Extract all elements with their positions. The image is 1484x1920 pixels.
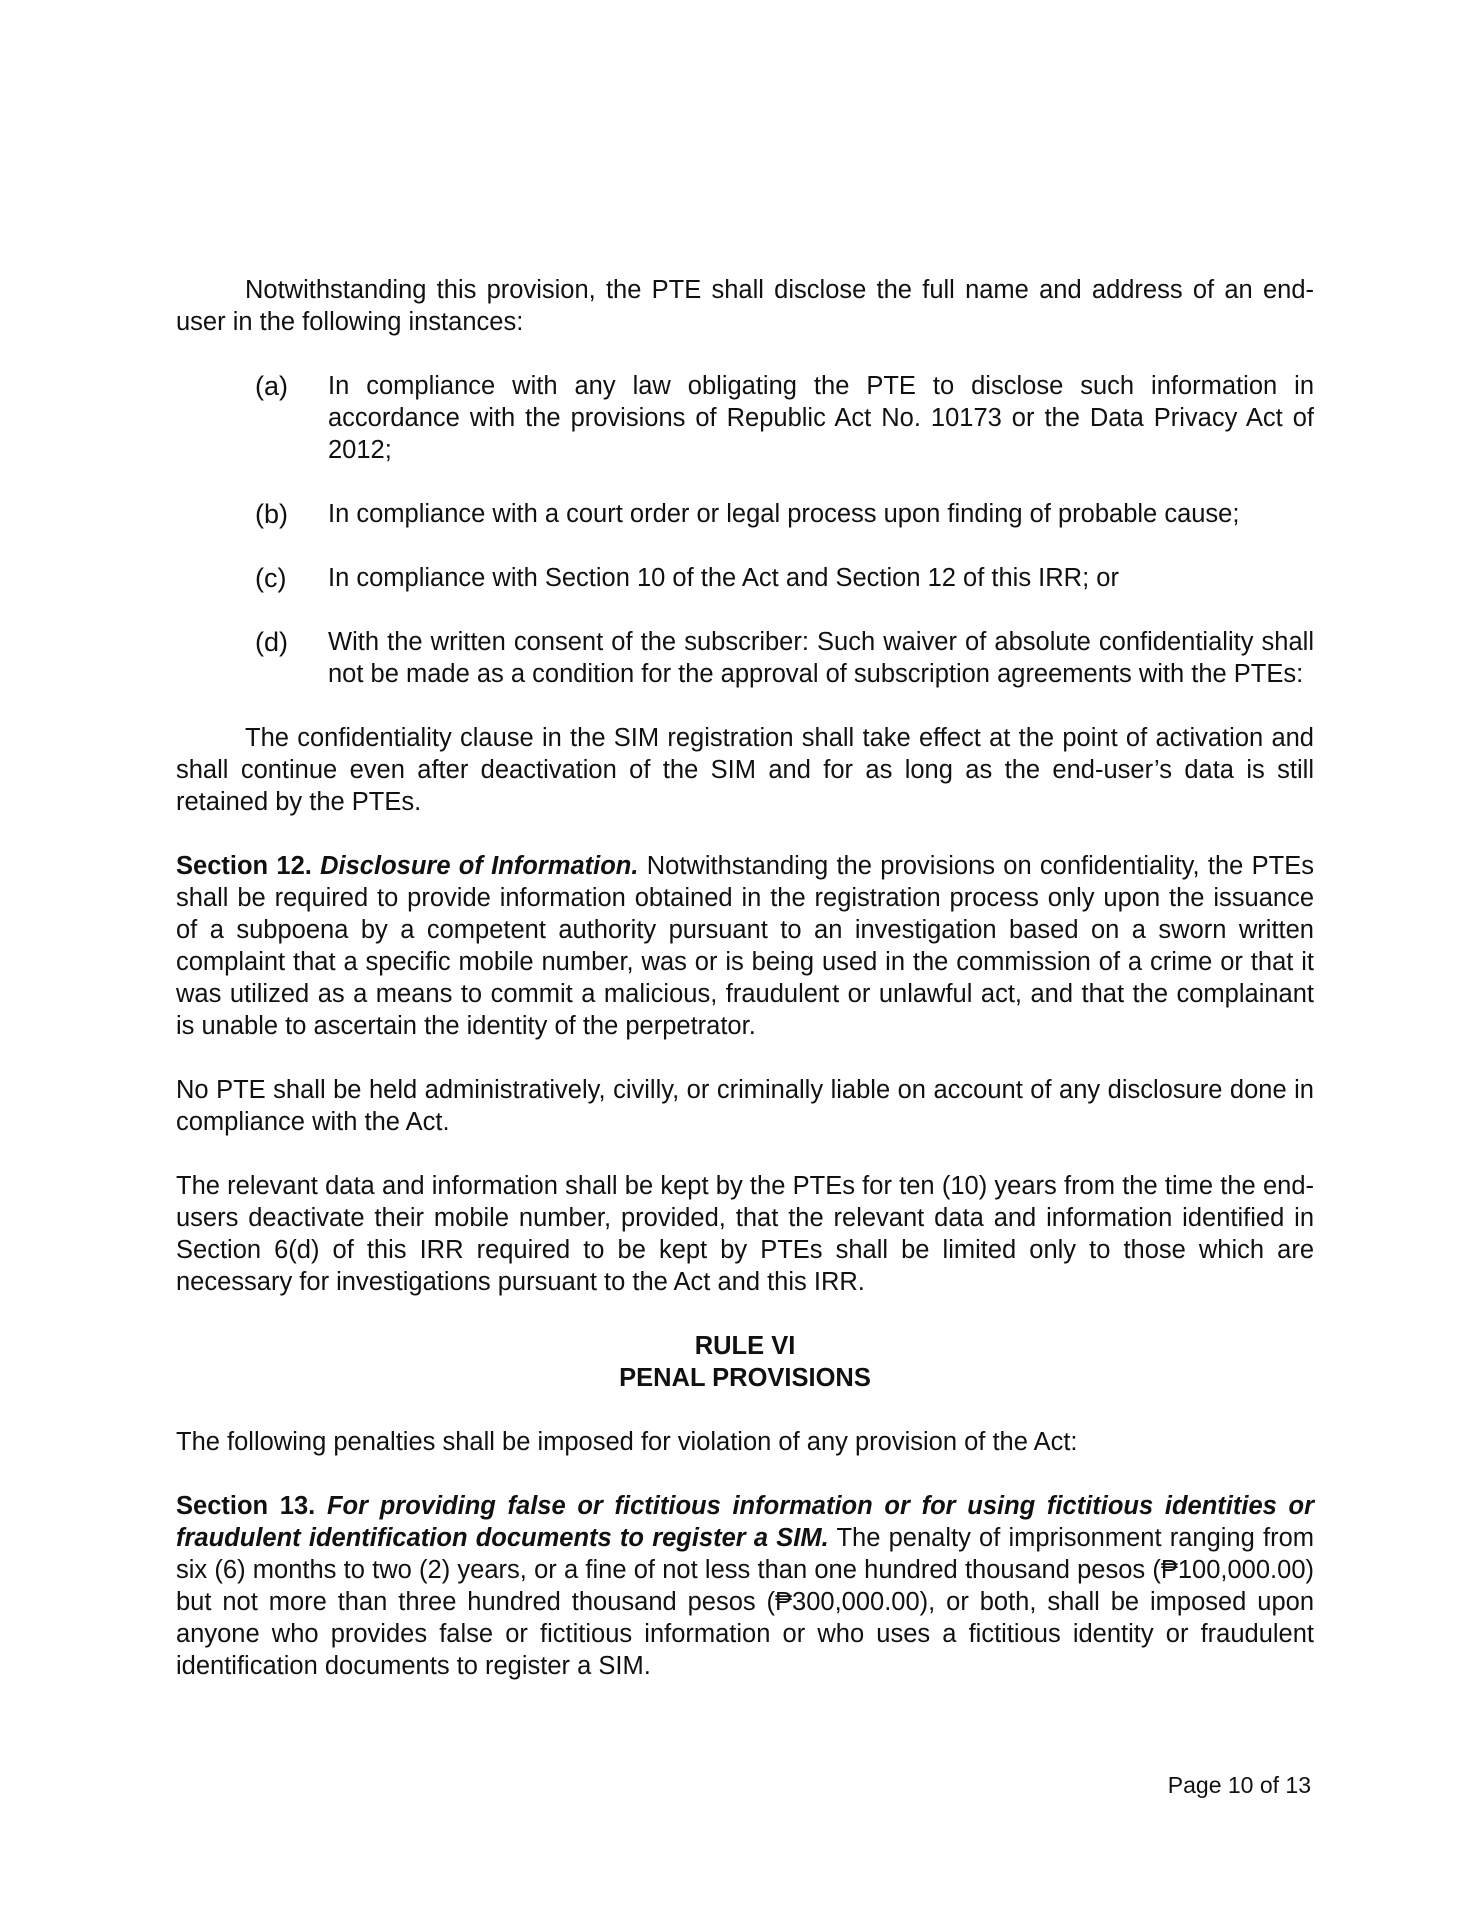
section-12-paragraph (176, 850, 1314, 1042)
section-12-title: Disclosure of Information. (320, 852, 639, 880)
list-item (255, 370, 1314, 466)
page-content (176, 274, 1314, 1682)
list-item (255, 498, 1314, 530)
list-marker: (b) (255, 499, 288, 529)
list-item-text: In compliance with Section 10 of the Act and Section 12 of this IRR; or (328, 564, 1119, 592)
retention-paragraph: The relevant data and information shall be kept by the PTEs for ten (10) years from the time the end-users deactivate their mobile number, provided, that the relevant data and information identified in Section 6(d) of this IRR required to be kept by PTEs shall be limited only to those which are necessary for investigations pursuant to the Act and this IRR. (176, 1172, 1314, 1296)
liability-paragraph: No PTE shall be held administratively, civilly, or criminally liable on account of any disclosure done in compliance with the Act. (176, 1076, 1314, 1136)
rule-number: RULE VI (694, 1332, 796, 1360)
list-item (255, 562, 1314, 594)
list-item-text: In compliance with a court order or legal process upon finding of probable cause; (328, 500, 1240, 528)
list-item-text: With the written consent of the subscriber: Such waiver of absolute confidentiality shall not be made as a condition for the approval of subscription agreements with the PTEs: (328, 628, 1314, 688)
list-item-text: In compliance with any law obligating the PTE to disclose such information in accordance with the provisions of Republic Act No. 10173 or the Data Privacy Act of 2012; (328, 372, 1314, 464)
section-12-number: Section 12. (176, 852, 312, 880)
list-marker: (d) (255, 627, 288, 657)
section-13-title: For providing false or fictitious information or for using fictitious identities or fraudulent identification documents to register a SIM. (176, 1492, 1314, 1552)
confidentiality-clause-paragraph: The confidentiality clause in the SIM registration shall take effect at the point of activation and shall continue even after deactivation of the SIM and for as long as the end-user’s data is still retained by the PTEs. (176, 724, 1314, 816)
section-13-body: The penalty of imprisonment ranging from six (6) months to two (2) years, or a fine of not less than one hundred thousand pesos (₱100,000.00) but not more than three hundred thousand pesos (₱300,000.00), or both, shall be imposed upon anyone who provides false or fictitious information or who uses a fictitious identity or fraudulent identification documents to register a SIM. (176, 1524, 1314, 1680)
section-13-number: Section 13. (176, 1492, 316, 1520)
rule-title: PENAL PROVISIONS (619, 1364, 871, 1392)
list-item (255, 626, 1314, 690)
penalties-intro-paragraph: The following penalties shall be imposed for violation of any provision of the Act: (176, 1428, 1078, 1456)
rule-heading (176, 1330, 1314, 1394)
page-number: Page 10 of 13 (1167, 1772, 1311, 1798)
section-12-body: Notwithstanding the provisions on confidentiality, the PTEs shall be required to provide information obtained in the registration process only upon the issuance of a subpoena by a competent authority pursuant to an investigation based on a sworn written complaint that a specific mobile number, was or is being used in the commission of a crime or that it was utilized as a means to commit a malicious, fraudulent or unlawful act, and that the complainant is unable to ascertain the identity of the perpetrator. (176, 852, 1314, 1040)
list-marker: (a) (255, 371, 288, 401)
disclosure-instances-list (176, 370, 1314, 690)
intro-paragraph: Notwithstanding this provision, the PTE shall disclose the full name and address of an end-user in the following instances: (176, 276, 1314, 336)
list-marker: (c) (255, 563, 287, 593)
section-13-paragraph (176, 1490, 1314, 1682)
